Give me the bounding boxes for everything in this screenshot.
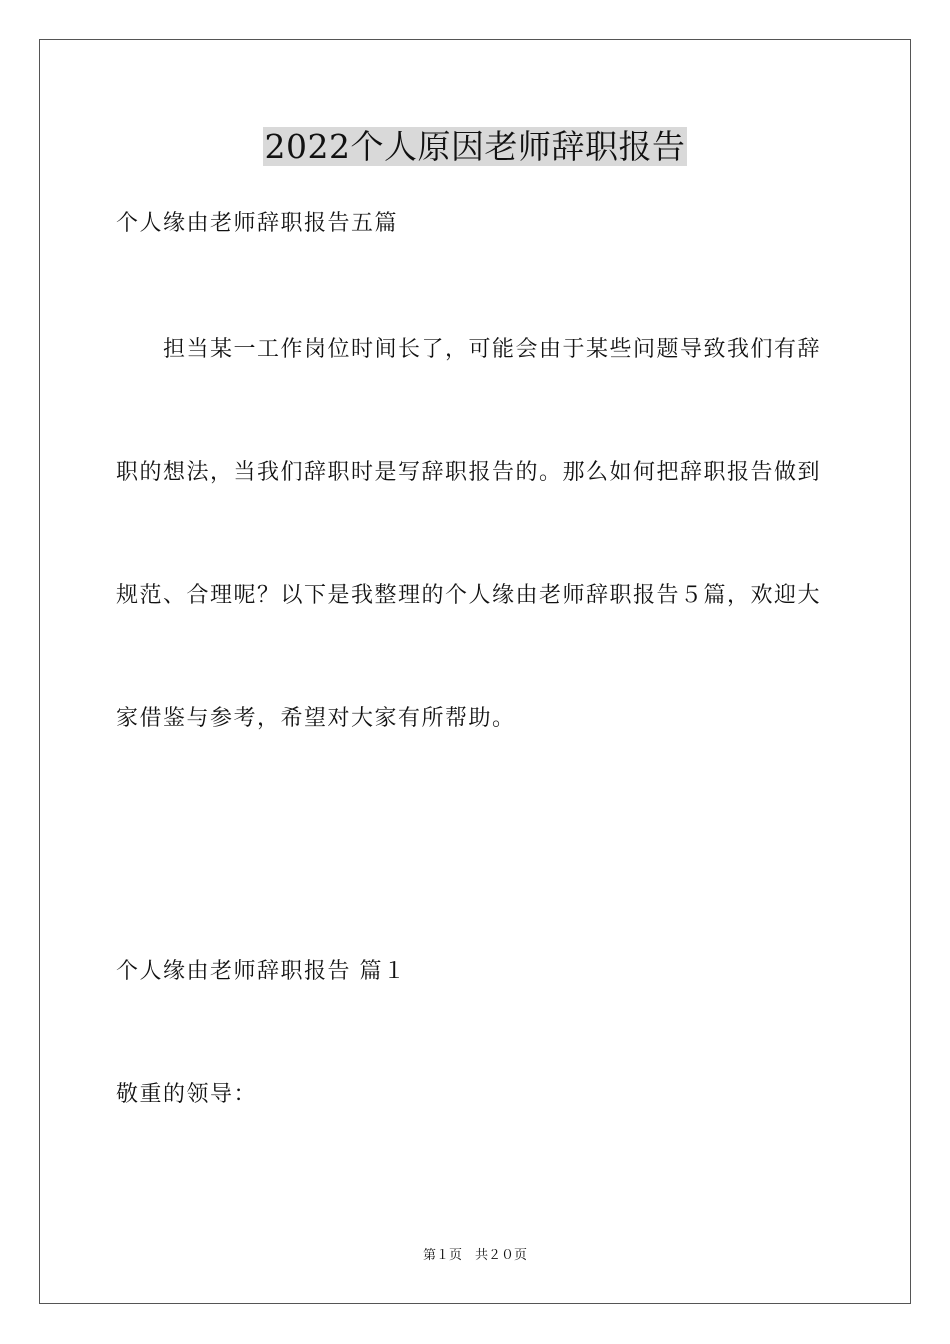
intro-paragraph <box>116 335 832 827</box>
intro-line-1: 担当某一工作岗位时间长了，可能会由于某些问题导致我们有辞 <box>163 337 822 362</box>
intro-line-4: 家借鉴与参考，希望对大家有所帮助。 <box>116 706 516 731</box>
intro-line-3: 规范、合理呢？以下是我整理的个人缘由老师辞职报告５篇，欢迎大 <box>116 583 822 608</box>
page-footer: 第１页 共２０页 <box>422 1248 527 1263</box>
document-title-text: 2022个人原因老师辞职报告 <box>264 127 686 166</box>
intro-line-2: 职的想法，当我们辞职时是写辞职报告的。那么如何把辞职报告做到 <box>116 460 822 485</box>
document-title <box>0 125 950 169</box>
document-subtitle: 个人缘由老师辞职报告五篇 <box>116 211 399 236</box>
salutation: 敬重的领导： <box>116 1082 258 1107</box>
section-heading: 个人缘由老师辞职报告 篇１ <box>116 959 407 984</box>
